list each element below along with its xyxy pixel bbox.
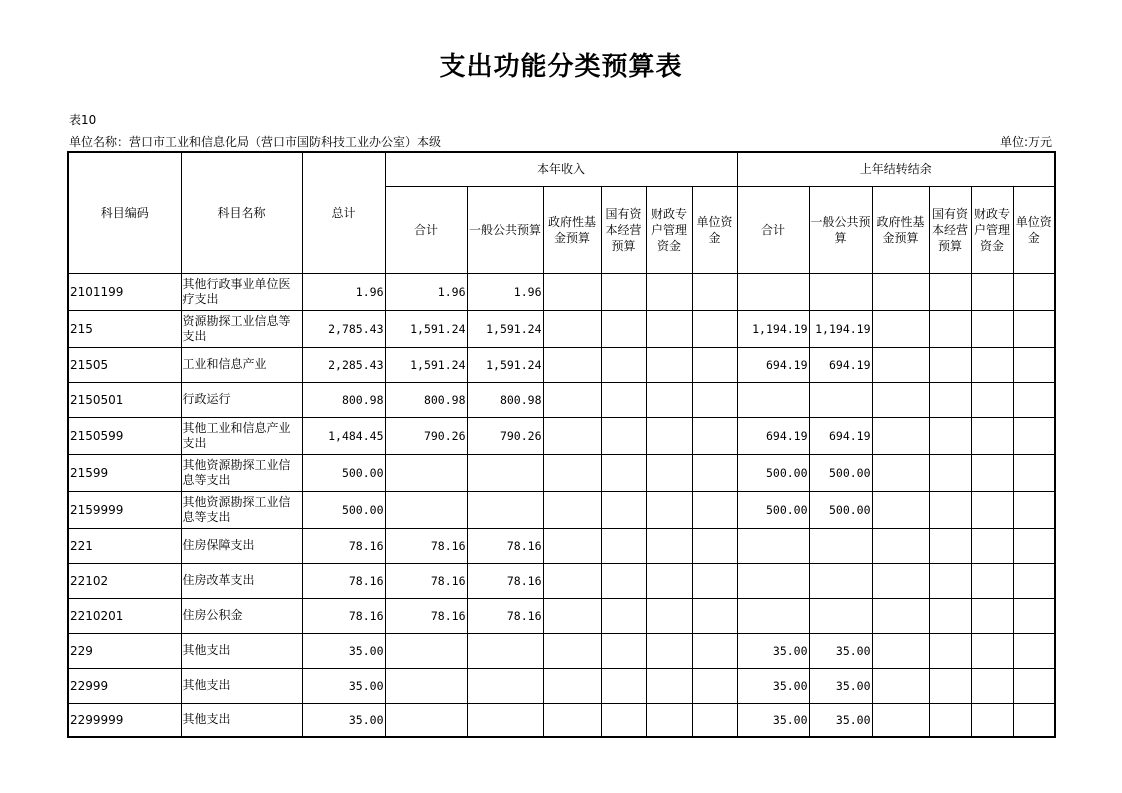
amount-cell: 800.98 [385,382,467,417]
header-current-year: 本年收入 [385,152,737,186]
amount-cell [692,417,737,454]
subject-name: 其他工业和信息产业支出 [181,417,302,454]
header-prior-total: 合计 [737,186,809,273]
header-current-fund-budget: 政府性基金预算 [543,186,601,273]
header-name: 科目名称 [181,152,302,273]
amount-cell [971,703,1013,737]
amount-cell [646,563,692,598]
amount-cell: 694.19 [809,417,872,454]
amount-cell [692,310,737,347]
amount-cell [971,491,1013,528]
amount-cell [929,347,971,382]
amount-cell [692,668,737,703]
subject-name: 行政运行 [181,382,302,417]
amount-cell [601,668,646,703]
amount-cell: 35.00 [302,703,385,737]
table-row [68,633,1055,668]
table-row [68,310,1055,347]
amount-cell [467,633,543,668]
amount-cell [971,382,1013,417]
amount-cell: 1,591.24 [385,310,467,347]
amount-cell [872,563,929,598]
header-prior-year: 上年结转结余 [737,152,1055,186]
amount-cell [543,273,601,310]
amount-cell [971,417,1013,454]
amount-cell [1013,668,1055,703]
amount-cell [601,598,646,633]
amount-cell [809,528,872,563]
amount-cell [1013,633,1055,668]
amount-cell [467,668,543,703]
amount-cell [601,417,646,454]
amount-cell [601,491,646,528]
amount-cell [385,668,467,703]
amount-cell [543,668,601,703]
amount-cell [929,382,971,417]
amount-cell [809,563,872,598]
amount-cell: 694.19 [737,417,809,454]
amount-cell [543,563,601,598]
subject-name: 住房改革支出 [181,563,302,598]
amount-cell [692,633,737,668]
amount-cell [1013,491,1055,528]
amount-cell [385,703,467,737]
amount-cell [872,273,929,310]
amount-cell [1013,347,1055,382]
subject-code: 229 [68,633,181,668]
amount-cell: 78.16 [385,598,467,633]
amount-cell [543,491,601,528]
amount-cell: 78.16 [302,563,385,598]
amount-cell: 1,484.45 [302,417,385,454]
amount-cell [601,528,646,563]
amount-cell [385,491,467,528]
amount-cell [601,703,646,737]
amount-cell [971,310,1013,347]
amount-cell: 500.00 [737,491,809,528]
subject-name: 住房保障支出 [181,528,302,563]
amount-cell: 500.00 [809,491,872,528]
amount-cell: 78.16 [385,528,467,563]
amount-cell [385,454,467,491]
amount-cell [971,273,1013,310]
amount-cell [929,491,971,528]
amount-cell: 78.16 [302,598,385,633]
amount-cell [1013,310,1055,347]
amount-cell [809,598,872,633]
table-row [68,347,1055,382]
amount-cell [872,417,929,454]
amount-cell: 35.00 [737,668,809,703]
amount-cell [692,347,737,382]
amount-cell [385,633,467,668]
header-prior-general-budget: 一般公共预算 [809,186,872,273]
amount-cell [929,668,971,703]
amount-cell [737,273,809,310]
amount-cell [601,273,646,310]
amount-cell [601,347,646,382]
amount-cell [1013,454,1055,491]
amount-cell: 694.19 [809,347,872,382]
amount-cell: 78.16 [467,598,543,633]
subject-name: 资源勘探工业信息等支出 [181,310,302,347]
amount-cell [737,528,809,563]
amount-cell [646,528,692,563]
amount-cell [646,310,692,347]
amount-cell [601,633,646,668]
amount-cell [929,310,971,347]
amount-cell [1013,417,1055,454]
amount-cell [872,528,929,563]
subject-name: 其他资源勘探工业信息等支出 [181,454,302,491]
amount-cell [646,454,692,491]
table-row [68,491,1055,528]
amount-cell [809,382,872,417]
subject-code: 2210201 [68,598,181,633]
amount-cell [467,491,543,528]
table-row [68,454,1055,491]
amount-cell [737,382,809,417]
amount-cell [601,454,646,491]
subject-code: 2150599 [68,417,181,454]
amount-cell [929,417,971,454]
amount-cell: 790.26 [385,417,467,454]
amount-cell [601,382,646,417]
amount-cell [1013,563,1055,598]
amount-cell [971,454,1013,491]
amount-cell: 1.96 [302,273,385,310]
amount-cell [543,382,601,417]
header-total: 总计 [302,152,385,273]
amount-cell: 2,785.43 [302,310,385,347]
amount-cell [809,273,872,310]
subject-code: 2101199 [68,273,181,310]
header-current-general-budget: 一般公共预算 [467,186,543,273]
subject-name: 其他支出 [181,633,302,668]
unit-label: 单位:万元 [999,135,1052,149]
amount-cell [692,703,737,737]
amount-cell [646,491,692,528]
amount-cell [971,347,1013,382]
header-current-unit-funds: 单位资金 [692,186,737,273]
header-code: 科目编码 [68,152,181,273]
amount-cell [692,563,737,598]
subject-name: 其他行政事业单位医疗支出 [181,273,302,310]
amount-cell [872,491,929,528]
amount-cell [646,703,692,737]
amount-cell [872,598,929,633]
amount-cell [543,454,601,491]
amount-cell: 35.00 [302,668,385,703]
amount-cell [692,382,737,417]
amount-cell [929,633,971,668]
table-row [68,273,1055,310]
header-prior-state-capital: 国有资本经营预算 [929,186,971,273]
amount-cell: 1,194.19 [809,310,872,347]
header-current-state-capital: 国有资本经营预算 [601,186,646,273]
amount-cell [543,598,601,633]
amount-cell [872,347,929,382]
amount-cell [692,273,737,310]
amount-cell: 2,285.43 [302,347,385,382]
amount-cell: 500.00 [809,454,872,491]
table-row [68,417,1055,454]
amount-cell: 78.16 [467,563,543,598]
table-number: 表10 [69,113,97,127]
amount-cell: 1,194.19 [737,310,809,347]
amount-cell: 800.98 [467,382,543,417]
amount-cell [692,598,737,633]
amount-cell [692,454,737,491]
subject-code: 215 [68,310,181,347]
subject-code: 22102 [68,563,181,598]
amount-cell: 78.16 [302,528,385,563]
subject-name: 其他支出 [181,668,302,703]
amount-cell [1013,703,1055,737]
amount-cell: 35.00 [737,633,809,668]
amount-cell [692,528,737,563]
subject-code: 2299999 [68,703,181,737]
header-current-total: 合计 [385,186,467,273]
amount-cell: 35.00 [809,633,872,668]
amount-cell [646,598,692,633]
subject-name: 住房公积金 [181,598,302,633]
amount-cell: 1.96 [385,273,467,310]
table-row [68,563,1055,598]
amount-cell: 35.00 [737,703,809,737]
amount-cell [1013,382,1055,417]
subject-name: 其他支出 [181,703,302,737]
amount-cell: 1,591.24 [467,347,543,382]
amount-cell [971,563,1013,598]
amount-cell: 35.00 [809,703,872,737]
amount-cell: 1,591.24 [467,310,543,347]
amount-cell: 35.00 [809,668,872,703]
subject-code: 2150501 [68,382,181,417]
amount-cell [646,273,692,310]
amount-cell [737,563,809,598]
header-prior-fund-budget: 政府性基金预算 [872,186,929,273]
amount-cell [971,633,1013,668]
amount-cell [929,598,971,633]
amount-cell [646,668,692,703]
amount-cell [601,310,646,347]
amount-cell [929,563,971,598]
subject-code: 21599 [68,454,181,491]
amount-cell [543,417,601,454]
table-body [68,273,1055,737]
amount-cell [646,417,692,454]
amount-cell [646,347,692,382]
amount-cell [543,528,601,563]
table-row [68,528,1055,563]
amount-cell: 78.16 [385,563,467,598]
table-row [68,703,1055,737]
amount-cell [929,703,971,737]
amount-cell [971,598,1013,633]
amount-cell [601,563,646,598]
subject-name: 其他资源勘探工业信息等支出 [181,491,302,528]
amount-cell [971,668,1013,703]
amount-cell [872,310,929,347]
amount-cell: 500.00 [302,454,385,491]
amount-cell: 790.26 [467,417,543,454]
page-title: 支出功能分类预算表 [439,52,683,82]
amount-cell: 800.98 [302,382,385,417]
amount-cell: 500.00 [737,454,809,491]
amount-cell [543,633,601,668]
amount-cell [971,528,1013,563]
amount-cell: 1,591.24 [385,347,467,382]
amount-cell [543,310,601,347]
amount-cell [872,633,929,668]
amount-cell [872,703,929,737]
header-prior-unit-funds: 单位资金 [1013,186,1055,273]
amount-cell [646,633,692,668]
amount-cell [872,454,929,491]
amount-cell [646,382,692,417]
amount-cell [467,454,543,491]
amount-cell: 78.16 [467,528,543,563]
subject-code: 21505 [68,347,181,382]
amount-cell [929,528,971,563]
subject-code: 221 [68,528,181,563]
subject-name: 工业和信息产业 [181,347,302,382]
table-row [68,382,1055,417]
amount-cell [872,382,929,417]
amount-cell [543,703,601,737]
budget-table [67,151,1056,738]
amount-cell: 1.96 [467,273,543,310]
amount-cell [1013,598,1055,633]
header-current-special-account: 财政专户管理资金 [646,186,692,273]
amount-cell [467,703,543,737]
amount-cell [872,668,929,703]
subject-code: 2159999 [68,491,181,528]
amount-cell [737,598,809,633]
unit-name: 单位名称：营口市工业和信息化局（营口市国防科技工业办公室）本级 [69,135,442,149]
table-row [68,598,1055,633]
amount-cell [1013,528,1055,563]
table-row [68,668,1055,703]
amount-cell: 35.00 [302,633,385,668]
amount-cell [692,491,737,528]
amount-cell [1013,273,1055,310]
header-prior-special-account: 财政专户管理资金 [971,186,1013,273]
amount-cell [543,347,601,382]
amount-cell [929,273,971,310]
subject-code: 22999 [68,668,181,703]
amount-cell: 500.00 [302,491,385,528]
amount-cell [929,454,971,491]
amount-cell: 694.19 [737,347,809,382]
